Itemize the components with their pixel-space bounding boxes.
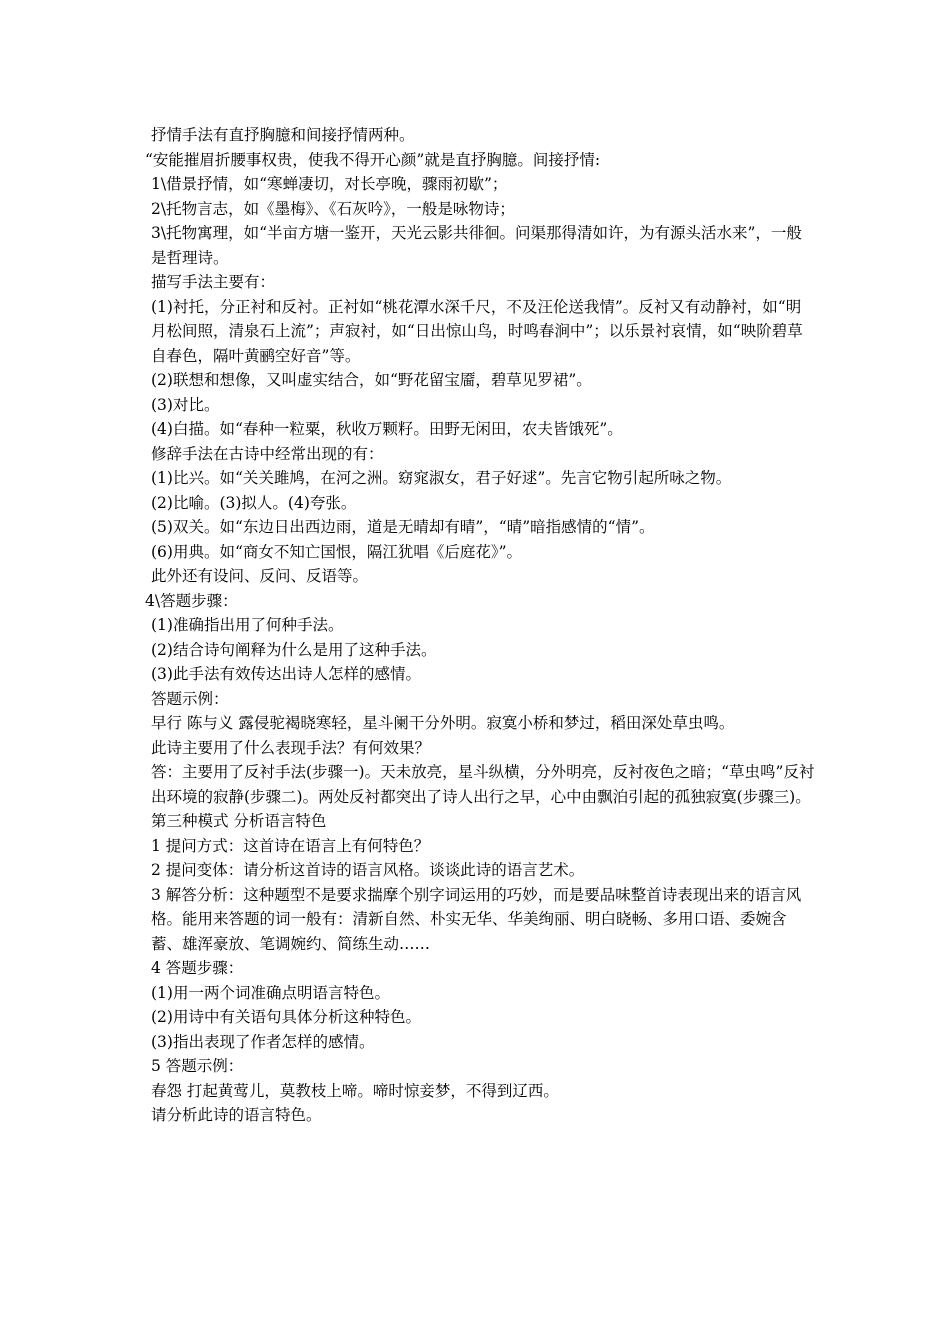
paragraph: (1)衬托，分正衬和反衬。正衬如“桃花潭水深千尺，不及汪伦送我情”。反衬又有动静衬，如“明月松间照，清泉石上流”；声寂衬，如“日出惊山鸟，时鸣春涧中”；以乐景衬哀情，如“映阶碧草自春色，隔叶黄鹂空好音”等。 xyxy=(151,297,803,365)
paragraph: 2\托物言志，如《墨梅》、《石灰吟》，一般是咏物诗； xyxy=(151,199,515,218)
paragraph: 4\答题步骤： xyxy=(145,591,238,610)
paragraph: 抒情手法有直抒胸臆和间接抒情两种。 xyxy=(151,126,415,144)
paragraph: 4 答题步骤： xyxy=(151,959,244,977)
paragraph: 2 提问变体：请分析这首诗的语言风格。谈谈此诗的语言艺术。 xyxy=(151,861,585,879)
document-body xyxy=(145,123,815,1128)
paragraph: 答题示例： xyxy=(151,689,229,708)
paragraph: (1)准确指出用了何种手法。 xyxy=(151,616,344,634)
paragraph: 春怨 打起黄莺儿，莫教枝上啼。啼时惊妾梦，不得到辽西。 xyxy=(151,1081,559,1100)
paragraph: “安能摧眉折腰事权贵，使我不得开心颜”就是直抒胸臆。间接抒情: xyxy=(145,150,601,169)
paragraph: 5 答题示例： xyxy=(151,1057,244,1075)
paragraph: 1\借景抒情，如“寒蝉凄切，对长亭晚，骤雨初歇”； xyxy=(151,175,508,193)
paragraph: (4)白描。如“春种一粒粟，秋收万颗籽。田野无闲田，农夫皆饿死”。 xyxy=(151,420,623,438)
paragraph: 早行 陈与义 露侵驼褐晓寒轻，星斗阑干分外明。寂寞小桥和梦过，稻田深处草虫鸣。 xyxy=(151,714,735,732)
paragraph: 此外还有设问、反问、反语等。 xyxy=(151,567,369,585)
paragraph: (3)此手法有效传达出诗人怎样的感情。 xyxy=(151,665,421,683)
paragraph: (5)双关。如“东边日出西边雨，道是无晴却有晴”，“晴”暗指感情的“情”。 xyxy=(151,518,655,536)
paragraph: (2)用诗中有关语句具体分析这种特色。 xyxy=(151,1008,421,1026)
paragraph: 请分析此诗的语言特色。 xyxy=(151,1106,322,1124)
paragraph: 此诗主要用了什么表现手法？有何效果？ xyxy=(151,738,431,757)
paragraph: 1 提问方式：这首诗在语言上有何特色？ xyxy=(151,836,430,855)
paragraph: (6)用典。如“商女不知亡国恨，隔江犹唱《后庭花》”。 xyxy=(151,542,523,561)
paragraph: 第三种模式 分析语言特色 xyxy=(151,812,327,830)
paragraph: 3\托物寓理，如“半亩方塘一鉴开，天光云影共徘徊。问渠那得清如许，为有源头活水来”，一般是哲理诗。 xyxy=(151,224,802,267)
paragraph: 3 解答分析：这种题型不是要求揣摩个别字词运用的巧妙，而是要品味整首诗表现出来的语言风格。能用来答题的词一般有：清新自然、朴实无华、华美绚丽、明白晓畅、多用口语、委婉含蓄、雄浑豪放、笔调婉约、简练生动…… xyxy=(151,885,802,953)
paragraph: (3)指出表现了作者怎样的感情。 xyxy=(151,1032,375,1051)
paragraph: 描写手法主要有： xyxy=(151,273,276,291)
paragraph: (2)比喻。(3)拟人。(4)夸张。 xyxy=(151,493,357,512)
paragraph: (1)用一两个词准确点明语言特色。 xyxy=(151,983,390,1002)
paragraph: (1)比兴。如“关关雎鸠，在河之洲。窈窕淑女，君子好逑”。先言它物引起所咏之物。 xyxy=(151,469,732,487)
paragraph: (2)结合诗句阐释为什么是用了这种手法。 xyxy=(151,640,437,659)
paragraph: 答：主要用了反衬手法(步骤一)。天未放亮，星斗纵横，分外明亮，反衬夜色之暗；“草虫鸣”反衬出环境的寂静(步骤二)。两处反衬都突出了诗人出行之早，心中由飘泊引起的孤独寂寞(步骤三)。 xyxy=(151,763,815,806)
paragraph: (3)对比。 xyxy=(151,395,220,414)
paragraph: (2)联想和想像，又叫虚实结合，如“野花留宝靥，碧草见罗裙”。 xyxy=(151,371,592,389)
paragraph: 修辞手法在古诗中经常出现的有： xyxy=(151,444,384,463)
